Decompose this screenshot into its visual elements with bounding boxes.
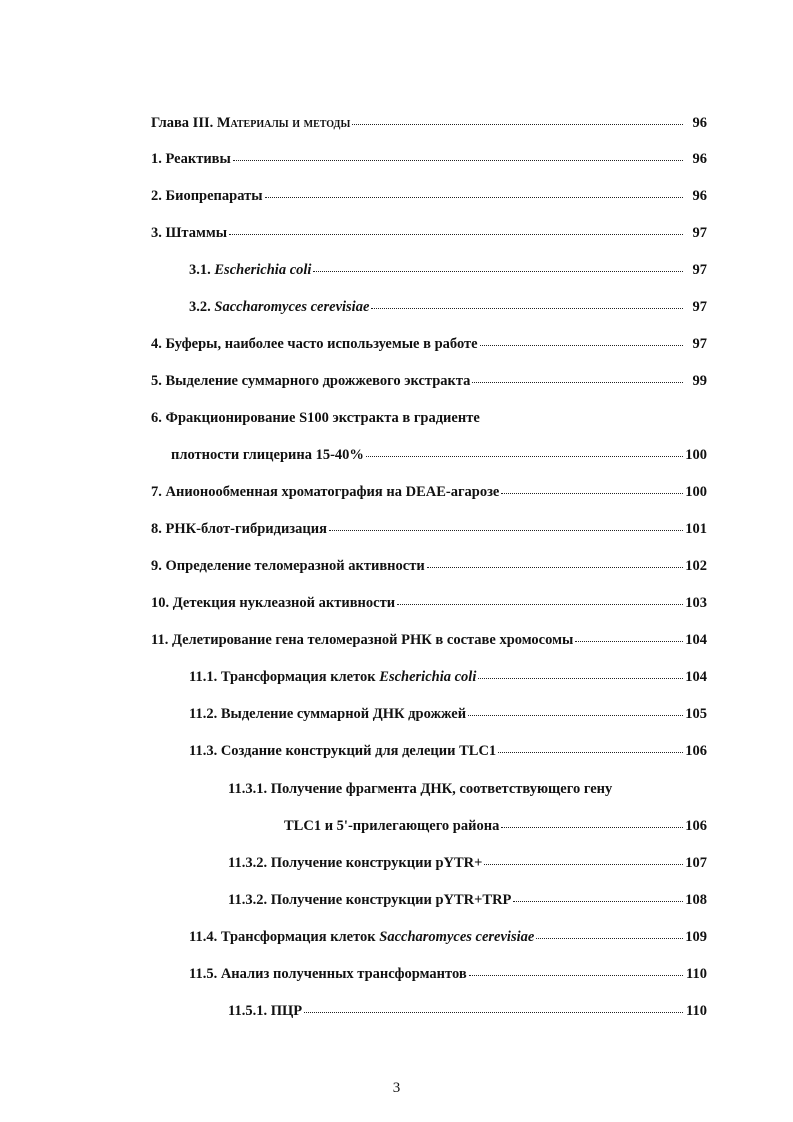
page-number: 3 bbox=[392, 1080, 401, 1096]
toc-entry-4[interactable] bbox=[151, 335, 707, 353]
toc-label: 4. Буферы, наиболее часто используемые в работе bbox=[151, 336, 478, 352]
toc-label: 11. Делетирование гена теломеразной РНК в составе хромосомы bbox=[151, 632, 574, 648]
dot-leader bbox=[304, 1012, 683, 1013]
dot-leader bbox=[478, 678, 683, 679]
toc-page-number: 97 bbox=[692, 225, 707, 241]
toc-label: 6. Фракционирование S100 экстракта в градиенте bbox=[151, 410, 480, 426]
toc-label: 3.1. Escherichia coli bbox=[189, 262, 312, 278]
toc-label: плотности глицерина 15-40% bbox=[171, 447, 364, 463]
toc-entry-11[interactable] bbox=[151, 631, 707, 649]
toc-entry-2[interactable] bbox=[151, 187, 707, 205]
toc-label: 5. Выделение суммарного дрожжевого экстракта bbox=[151, 373, 471, 389]
toc-entry-1[interactable] bbox=[151, 150, 707, 168]
toc-page-number: 97 bbox=[692, 299, 707, 315]
toc-label: 2. Биопрепараты bbox=[151, 188, 263, 204]
dot-leader bbox=[233, 160, 683, 161]
dot-leader bbox=[265, 197, 683, 198]
toc-entry-11-4[interactable] bbox=[189, 928, 707, 946]
toc-entry-11-3[interactable] bbox=[189, 742, 707, 760]
toc-page-number: 107 bbox=[685, 855, 707, 871]
toc-page-number: 96 bbox=[692, 151, 707, 167]
toc-label: TLC1 и 5'-прилегающего района bbox=[284, 818, 500, 834]
dot-leader bbox=[472, 382, 683, 383]
dot-leader bbox=[513, 901, 683, 902]
dot-leader bbox=[501, 493, 683, 494]
toc-label: 11.1. Трансформация клеток Escherichia coli bbox=[189, 669, 477, 685]
toc-page-number: 105 bbox=[685, 706, 707, 722]
toc-label: 10. Детекция нуклеазной активности bbox=[151, 595, 396, 611]
toc-entry-10[interactable] bbox=[151, 594, 707, 612]
dot-leader bbox=[371, 308, 683, 309]
dot-leader bbox=[366, 456, 683, 457]
toc-label: 3.2. Saccharomyces cerevisiae bbox=[189, 299, 370, 315]
toc-entry-3[interactable] bbox=[151, 224, 707, 242]
toc-entry-8[interactable] bbox=[151, 520, 707, 538]
toc-page-number: 104 bbox=[685, 669, 707, 685]
toc-label: 11.3. Создание конструкций для делеции TLC1 bbox=[189, 743, 497, 759]
toc-label: 11.3.2. Получение конструкции pYTR+ bbox=[228, 855, 483, 871]
dot-leader bbox=[397, 604, 683, 605]
dot-leader bbox=[427, 567, 683, 568]
dot-leader bbox=[313, 271, 683, 272]
toc-entry-11-3-1-line1[interactable] bbox=[228, 780, 707, 798]
toc-entry-11-1[interactable] bbox=[189, 668, 707, 686]
toc-label: 7. Анионообменная хроматография на DEAE-агарозе bbox=[151, 484, 500, 500]
toc-page-number: 101 bbox=[685, 521, 707, 537]
dot-leader bbox=[469, 975, 683, 976]
toc-entry-11-5-1[interactable] bbox=[228, 1002, 707, 1020]
toc-entry-6-line1[interactable] bbox=[151, 409, 707, 427]
dot-leader bbox=[468, 715, 683, 716]
toc-page-number: 110 bbox=[686, 966, 707, 982]
toc-entry-3-1[interactable] bbox=[189, 261, 707, 279]
dot-leader bbox=[501, 827, 683, 828]
dot-leader bbox=[229, 234, 683, 235]
toc-label: 9. Определение теломеразной активности bbox=[151, 558, 425, 574]
toc-page-number: 100 bbox=[685, 484, 707, 500]
toc-entry-5[interactable] bbox=[151, 372, 707, 390]
toc-label: 11.5.1. ПЦР bbox=[228, 1003, 303, 1019]
toc-page-number: 110 bbox=[686, 1003, 707, 1019]
toc-page-number: 97 bbox=[692, 262, 707, 278]
toc-page-number: 106 bbox=[685, 743, 707, 759]
toc-label: 3. Штаммы bbox=[151, 225, 228, 241]
toc-chapter-3[interactable] bbox=[151, 114, 707, 132]
toc-entry-11-5[interactable] bbox=[189, 965, 707, 983]
toc-page-number: 109 bbox=[685, 929, 707, 945]
toc-page-number: 103 bbox=[685, 595, 707, 611]
toc-page-number: 106 bbox=[685, 818, 707, 834]
toc-label: Глава III. Материалы и методы bbox=[151, 115, 351, 131]
toc-page-number: 96 bbox=[692, 188, 707, 204]
toc-entry-3-2[interactable] bbox=[189, 298, 707, 316]
toc-entry-9[interactable] bbox=[151, 557, 707, 575]
dot-leader bbox=[575, 641, 683, 642]
toc-page-number: 97 bbox=[692, 336, 707, 352]
dot-leader bbox=[480, 345, 683, 346]
dot-leader bbox=[498, 752, 683, 753]
dot-leader bbox=[484, 864, 683, 865]
toc-label: 11.2. Выделение суммарной ДНК дрожжей bbox=[189, 706, 467, 722]
toc-label: 11.5. Анализ полученных трансформантов bbox=[189, 966, 467, 982]
toc-entry-11-2[interactable] bbox=[189, 705, 707, 723]
toc-label: 11.3.2. Получение конструкции pYTR+TRP bbox=[228, 892, 512, 908]
toc-entry-11-3-1-line2[interactable] bbox=[284, 817, 707, 835]
toc-label: 1. Реактивы bbox=[151, 151, 231, 167]
toc-page-number: 108 bbox=[685, 892, 707, 908]
toc-page-number: 99 bbox=[692, 373, 707, 389]
dot-leader bbox=[536, 938, 683, 939]
toc-page-number: 102 bbox=[685, 558, 707, 574]
toc-page-number: 104 bbox=[685, 632, 707, 648]
toc-page-number: 100 bbox=[685, 447, 707, 463]
toc-label: 11.4. Трансформация клеток Saccharomyces cerevisiae bbox=[189, 929, 535, 945]
dot-leader bbox=[352, 124, 683, 125]
dot-leader bbox=[329, 530, 683, 531]
toc-entry-7[interactable] bbox=[151, 483, 707, 501]
toc-entry-11-3-2b[interactable] bbox=[228, 891, 707, 909]
toc-label: 8. РНК-блот-гибридизация bbox=[151, 521, 327, 537]
toc-page-number: 96 bbox=[692, 115, 707, 131]
toc-label: 11.3.1. Получение фрагмента ДНК, соответствующего гену bbox=[228, 781, 613, 797]
toc-entry-11-3-2a[interactable] bbox=[228, 854, 707, 872]
toc-entry-6-line2[interactable] bbox=[171, 446, 707, 464]
